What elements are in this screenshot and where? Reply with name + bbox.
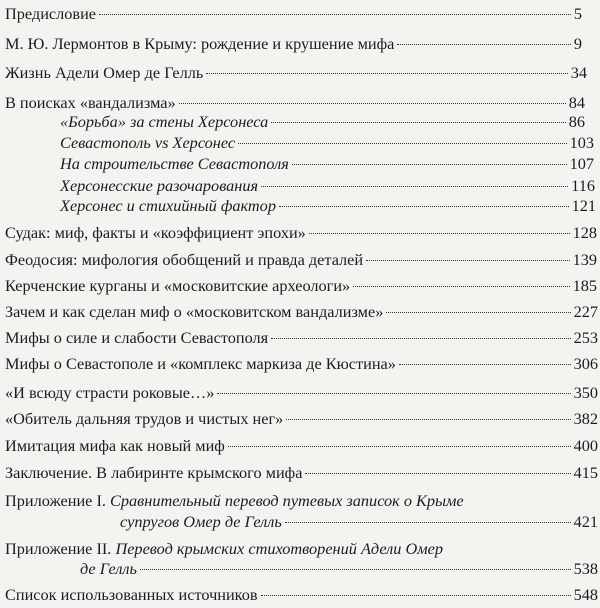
toc-entry-title: Жизнь Адели Омер де Гелль: [5, 63, 204, 82]
toc-page-number: 538: [573, 559, 598, 578]
dot-leader: [292, 164, 567, 165]
toc-entry-title: «И всюду страсти роковые…»: [5, 383, 215, 402]
appendix-title: Перевод крымских стихотворений Адели Омер: [115, 539, 444, 558]
toc-page-number: 227: [573, 302, 598, 321]
toc-page-number: 400: [573, 436, 598, 455]
dot-leader: [271, 122, 565, 123]
appendix-title-continued: супругов Омер де Гелль: [120, 512, 282, 531]
toc-page-number: 128: [572, 223, 597, 242]
toc-page-number: 34: [570, 63, 587, 82]
toc-page-number: 382: [573, 409, 598, 428]
dot-leader: [285, 522, 571, 523]
toc-entry-title: Севастополь vs Херсонес: [60, 133, 236, 152]
toc-entry-title: Заключение. В лабиринте крымского мифа: [5, 463, 303, 482]
toc-page-number: 421: [573, 512, 598, 531]
dot-leader: [305, 473, 570, 474]
dot-leader: [206, 73, 567, 74]
appendix-title: Сравнительный перевод путевых записок о Крыме: [110, 491, 464, 510]
toc-page-number: 139: [572, 250, 597, 269]
toc-subentry-sevastopol-vs: [60, 133, 594, 153]
dot-leader: [286, 419, 570, 420]
toc-entry-imitation: [5, 436, 598, 456]
toc-page-number: 116: [571, 176, 595, 195]
toc-subentry-natural-factor: [60, 196, 596, 216]
dot-leader: [99, 14, 571, 15]
dot-leader: [279, 206, 569, 207]
dot-leader: [309, 233, 570, 234]
toc-entry-myths-strength: [5, 328, 598, 348]
dot-leader: [353, 286, 569, 287]
toc-entry-title: В поисках «вандализма»: [5, 93, 176, 112]
appendix-title-continued: де Гелль: [80, 559, 137, 578]
toc-page-number: 306: [573, 354, 598, 373]
toc-entry-title: Список использованных источников: [5, 585, 258, 604]
toc-entry-custine: [5, 354, 598, 374]
dot-leader: [261, 186, 568, 187]
appendix-prefix: Приложение II.: [5, 539, 116, 558]
dot-leader: [140, 569, 571, 570]
quoted-word: «Борьба»: [60, 112, 126, 131]
toc-entry-title: Имитация мифа как новый миф: [5, 436, 225, 455]
toc-entry-why-myth: [5, 302, 598, 322]
toc-entry-lermontov: [5, 34, 582, 54]
toc-entry-title: На строительстве Севастополя: [60, 154, 289, 173]
toc-subentry-construction: [60, 154, 594, 174]
dot-leader: [397, 44, 570, 45]
dot-leader: [399, 364, 571, 365]
toc-page-number: 84: [568, 93, 585, 112]
toc-entry-title: Херсонесские разочарования: [60, 176, 259, 195]
toc-entry-title: М. Ю. Лермонтов в Крыму: рождение и крушение мифа: [5, 34, 395, 53]
toc-page-number: 548: [573, 585, 598, 604]
dot-leader: [228, 446, 571, 447]
dot-leader: [271, 338, 570, 339]
toc-entry-title: Судак: миф, факты и «коэффициент эпохи»: [5, 223, 306, 242]
toc-entry-title: «Обитель дальняя трудов и чистых нег»: [5, 409, 284, 428]
toc-entry-title: [60, 112, 268, 132]
toc-entry-abode: [5, 409, 598, 429]
dot-leader: [366, 260, 569, 261]
toc-entry-sudak: [5, 223, 597, 243]
toc-page-number: 253: [573, 328, 598, 347]
toc-entry-feodosia: [5, 250, 597, 270]
toc-page-number: 86: [568, 112, 585, 131]
dot-leader: [217, 393, 570, 394]
dot-leader: [261, 595, 571, 596]
toc-entry-adele-life: [5, 63, 587, 83]
toc-page-number: 185: [572, 276, 597, 295]
dot-leader: [179, 103, 566, 104]
toc-entry-title: Мифы о силе и слабости Севастополя: [5, 328, 269, 347]
toc-entry-title: Керченские курганы и «московитские археологи»: [5, 276, 351, 295]
toc-page-number: 107: [569, 154, 594, 173]
toc-entry-appendix2-line2: [80, 559, 598, 579]
toc-entry-title: Херсонес и стихийный фактор: [60, 196, 276, 215]
toc-page-number: 5: [573, 4, 582, 23]
dot-leader: [386, 312, 570, 313]
toc-page-number: 121: [571, 196, 596, 215]
toc-entry-preface: [5, 4, 582, 24]
dot-leader: [238, 143, 566, 144]
appendix-prefix: Приложение I.: [5, 491, 111, 510]
toc-page-number: 415: [573, 463, 598, 482]
toc-entry-kerch: [5, 276, 597, 296]
toc-entry-title: Феодосия: мифология обобщений и правда деталей: [5, 250, 364, 269]
toc-page-number: 103: [569, 133, 594, 152]
toc-subentry-struggle: [60, 112, 585, 132]
title-rest: за стены Херсонеса: [125, 112, 269, 131]
toc-entry-appendix2-line1: [5, 539, 443, 559]
toc-entry-appendix1-line2: [120, 512, 598, 532]
toc-subentry-disappointments: [60, 176, 595, 196]
toc-entry-passions: [5, 383, 598, 403]
toc-page-number: 350: [573, 383, 598, 402]
toc-entry-title: Зачем и как сделан миф о «московитском вандализме»: [5, 302, 384, 321]
toc-entry-sources: [5, 585, 598, 605]
toc-entry-title: Мифы о Севастополе и «комплекс маркиза де Кюстина»: [5, 354, 396, 373]
toc-entry-vandalism: [5, 93, 585, 113]
toc-entry-conclusion: [5, 463, 598, 483]
toc-entry-title: Предисловие: [5, 4, 97, 23]
toc-entry-appendix1-line1: [5, 491, 464, 511]
toc-page-number: 9: [573, 34, 582, 53]
